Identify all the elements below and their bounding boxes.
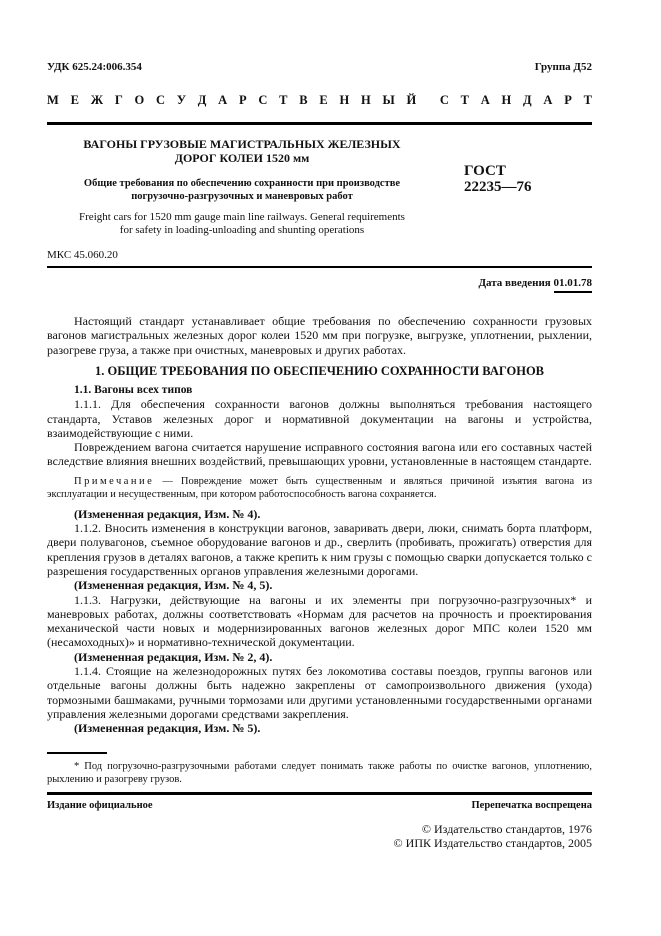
heading-letter: Ж bbox=[90, 93, 104, 107]
heading-letter: В bbox=[299, 93, 308, 107]
subtitle-line-1: Общие требования по обеспечению сохранности при производстве bbox=[83, 178, 401, 189]
note bbox=[47, 475, 592, 501]
intro-paragraph bbox=[47, 314, 592, 357]
footnote-text: * Под погрузочно-разгрузочными работами следует понимать также работы по очистке вагонов, уплотнению, рыхлению и разогреву грузов. bbox=[47, 761, 592, 785]
heading-letter: Е bbox=[319, 93, 328, 107]
date-label: Дата введения bbox=[478, 277, 551, 289]
gost-designation bbox=[464, 163, 532, 195]
copyright-2005: © ИПК Издательство стандартов, 2005 bbox=[393, 835, 592, 850]
date-value: 01.01.78 bbox=[554, 277, 593, 293]
heading-letter: О bbox=[134, 93, 145, 107]
document-subtitle bbox=[47, 178, 437, 203]
heading-letter: С bbox=[156, 93, 166, 107]
reprint-prohibited: Перепечатка воспрещена bbox=[471, 800, 592, 811]
english-title bbox=[47, 211, 437, 237]
heading-letter: Т bbox=[583, 93, 592, 107]
gost-number: 22235—76 bbox=[464, 179, 532, 195]
title-line-2: ДОРОГ КОЛЕИ 1520 мм bbox=[174, 150, 310, 165]
footnote bbox=[47, 760, 592, 786]
intro-text: Настоящий стандарт устанавливает общие требования по обеспечению сохранности грузовых вагонов магистральных железных дорог колеи 1520 мм при погрузке, выгрузке, уплотнении, рыхлении, разогреве груза, а также при очистных, маневровых и других работах. bbox=[47, 314, 592, 357]
note-label: Примечание bbox=[74, 475, 155, 487]
clause-1-1-2: 1.1.2. Вносить изменения в конструкции вагонов, заваривать двери, люки, снимать борта платформ, двери полувагонов, съемное оборудование вагонов и др., сверлить (пробивать, прожигать) отверстия для крепления грузов в деталях вагонов, а также крепить к ним грузы с помощью сварки допускается только с разрешения государственных органов управления железными дорогами. bbox=[47, 521, 592, 578]
heading-letter: Е bbox=[70, 93, 79, 107]
introduction-date bbox=[478, 277, 592, 289]
section-heading: 1. ОБЩИЕ ТРЕБОВАНИЯ ПО ОБЕСПЕЧЕНИЮ СОХРАННОСТИ ВАГОНОВ bbox=[94, 364, 545, 378]
damage-definition: Повреждением вагона считается нарушение исправного состояния вагона или его составных частей вследствие влияния внешних воздействий, превышающих уровни, установленные в настоящем стандарте. bbox=[47, 440, 592, 469]
footnote-separator bbox=[47, 752, 107, 754]
english-title-line-2: for safety in loading-unloading and shunting operations bbox=[119, 224, 365, 236]
heading-letter: Ы bbox=[382, 93, 395, 107]
heading-letter: Н bbox=[339, 93, 350, 107]
heading-letter: Н bbox=[501, 93, 512, 107]
mks-code: МКС 45.060.20 bbox=[47, 249, 118, 261]
official-edition: Издание официальное bbox=[47, 800, 153, 811]
clause-1-1-4: 1.1.4. Стоящие на железнодорожных путях без локомотива составы поездов, группы вагонов или отдельные вагоны должны быть надежно закреплены от самопроизвольного движения (ухода) тормозными башмаками, ручными тормозами или другими установленными государственными органами управления железными дорогами средствами закрепления. bbox=[47, 664, 592, 721]
header-rule bbox=[47, 122, 592, 125]
heading-letter: Г bbox=[114, 93, 123, 107]
gost-label: ГОСТ bbox=[464, 163, 506, 179]
title-rule bbox=[47, 266, 592, 268]
heading-letter: С bbox=[258, 93, 268, 107]
copyright-block bbox=[394, 823, 592, 850]
heading-letter: Р bbox=[238, 93, 247, 107]
subsection-heading: 1.1. Вагоны всех типов bbox=[74, 384, 193, 396]
amendment-note: (Измененная редакция, Изм. № 2, 4). bbox=[74, 649, 273, 664]
amendment-note: (Измененная редакция, Изм. № 4). bbox=[74, 506, 261, 521]
interstate-standard-heading bbox=[47, 93, 592, 108]
amendment-note: (Измененная редакция, Изм. № 4, 5). bbox=[74, 578, 273, 593]
amendment-note: (Измененная редакция, Изм. № 5). bbox=[74, 721, 261, 736]
heading-letter: А bbox=[543, 93, 553, 107]
subtitle-line-2: погрузочно-разгрузочных и маневровых работ bbox=[131, 190, 353, 202]
english-title-line-1: Freight cars for 1520 mm gauge main line railways. General requirements bbox=[79, 211, 405, 223]
heading-letter: А bbox=[218, 93, 228, 107]
note-text: — Повреждение может быть существенным и являться причиной изъятия вагона из эксплуатации и несущественным, при котором работоспособность вагона сохраняется. bbox=[47, 475, 592, 500]
heading-letter: Й bbox=[406, 93, 417, 107]
heading-letter: Н bbox=[361, 93, 371, 107]
group-code: Группа Д52 bbox=[534, 61, 592, 73]
clause-1-1-1: 1.1.1. Для обеспечения сохранности вагонов должны выполняться требования настоящего стандарта, Уставов железных дорог и нормативной документации на вагоны и устройства, взаимодействующие с ними. bbox=[47, 397, 592, 440]
heading-letter: С bbox=[439, 93, 449, 107]
heading-letter: Р bbox=[564, 93, 572, 107]
footer-rule bbox=[47, 792, 592, 795]
heading-letter: Д bbox=[197, 93, 207, 107]
document-title bbox=[47, 138, 437, 165]
heading-letter: Т bbox=[460, 93, 469, 107]
copyright-1976: © Издательство стандартов, 1976 bbox=[421, 822, 592, 836]
clause-1-1-3: 1.1.3. Нагрузки, действующие на вагоны и их элементы при погрузочно-разгрузочных* и маневровых работах, должны соответствовать «Нормам для расчетов на прочность и проектирования механической части новых и модернизированных вагонов железных дорог МПС колеи 1520 мм (несамоходных)» и нормативно-технической документации. bbox=[47, 592, 592, 650]
udk-code: УДК 625.24:006.354 bbox=[47, 61, 142, 73]
heading-letter: Т bbox=[279, 93, 288, 107]
heading-letter: М bbox=[47, 93, 59, 107]
heading-letter: У bbox=[176, 93, 187, 107]
title-line-1: ВАГОНЫ ГРУЗОВЫЕ МАГИСТРАЛЬНЫХ ЖЕЛЕЗНЫХ bbox=[83, 137, 401, 151]
section-body bbox=[47, 383, 592, 736]
heading-letter: Д bbox=[523, 93, 532, 107]
heading-letter: А bbox=[480, 93, 490, 107]
